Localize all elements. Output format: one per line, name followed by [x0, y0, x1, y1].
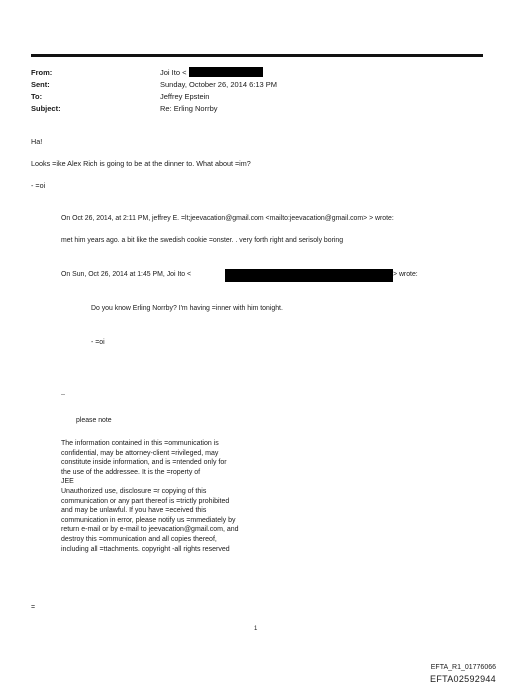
- signature-2: - =oi: [91, 339, 105, 346]
- from-value: Joi Ito <: [160, 68, 187, 77]
- to-label: To:: [31, 92, 43, 101]
- from-label: From:: [31, 68, 53, 77]
- disclaimer-line: The information contained in this =ommunication is: [61, 440, 219, 447]
- bates-number-1: EFTA_R1_01776066: [430, 664, 496, 671]
- disclaimer-line: confidential, may be attorney-client =rivileged, may: [61, 449, 219, 457]
- note-title: please note: [76, 417, 112, 424]
- disclaimer-line: communication or any part thereof is =trictly prohibited: [61, 497, 230, 505]
- disclaimer-block: [61, 439, 239, 554]
- quote-header-2-end: > wrote:: [393, 271, 418, 278]
- signature: - =oi: [31, 181, 46, 190]
- to-value: Jeffrey Epstein: [160, 92, 210, 101]
- disclaimer-line: Unauthorized use, disclosure =r copying of this: [61, 487, 207, 495]
- page-number: 1: [254, 626, 258, 632]
- disclaimer-line: including all =ttachments. copyright -all rights reserved: [61, 545, 230, 553]
- body-line: Looks =ike Alex Rich is going to be at the dinner to. What about =im?: [31, 159, 251, 168]
- bates-number-2: EFTA02592944: [430, 674, 496, 684]
- disclaimer-line: the use of the addressee. It is the =roperty of: [61, 468, 201, 476]
- greeting: Ha!: [31, 137, 43, 146]
- sent-value: Sunday, October 26, 2014 6:13 PM: [160, 80, 278, 89]
- disclaimer-line: communication in error, please notify us =mmediately by: [61, 516, 236, 524]
- quote-header: On Oct 26, 2014, at 2:11 PM, jeffrey E. =lt;jeevacation@gmail.com <mailto:jeevacation@gmail.com> > wrote:: [61, 215, 394, 222]
- disclaimer-line: constitute inside information, and is =ntended only for: [61, 459, 227, 467]
- redaction-bar: [189, 67, 263, 77]
- quote-header-2: On Sun, Oct 26, 2014 at 1:45 PM, Joi Ito <: [61, 271, 192, 278]
- redaction-bar-2: [225, 269, 393, 282]
- disclaimer-line: return e-mail or by e-mail to jeevacation@gmail.com, and: [61, 526, 239, 534]
- disclaimer-line: destroy this =ommunication and all copies thereof,: [61, 535, 217, 543]
- separator-dashes: --: [61, 392, 65, 398]
- disclaimer-line: and may be unlawful. If you have =eceived this: [61, 507, 207, 515]
- quote-text-2: Do you know Erling Norrby? I'm having =inner with him tonight.: [91, 305, 283, 312]
- header-rule: [31, 54, 483, 57]
- equals-mark: =: [31, 604, 36, 611]
- quote-text: met him years ago. a bit like the swedish cookie =onster. . very forth right and serisoly boring: [61, 237, 344, 244]
- subject-value: Re: Erling Norrby: [160, 104, 218, 113]
- sent-label: Sent:: [31, 80, 50, 89]
- subject-label: Subject:: [31, 104, 61, 113]
- disclaimer-line: JEE: [61, 478, 74, 486]
